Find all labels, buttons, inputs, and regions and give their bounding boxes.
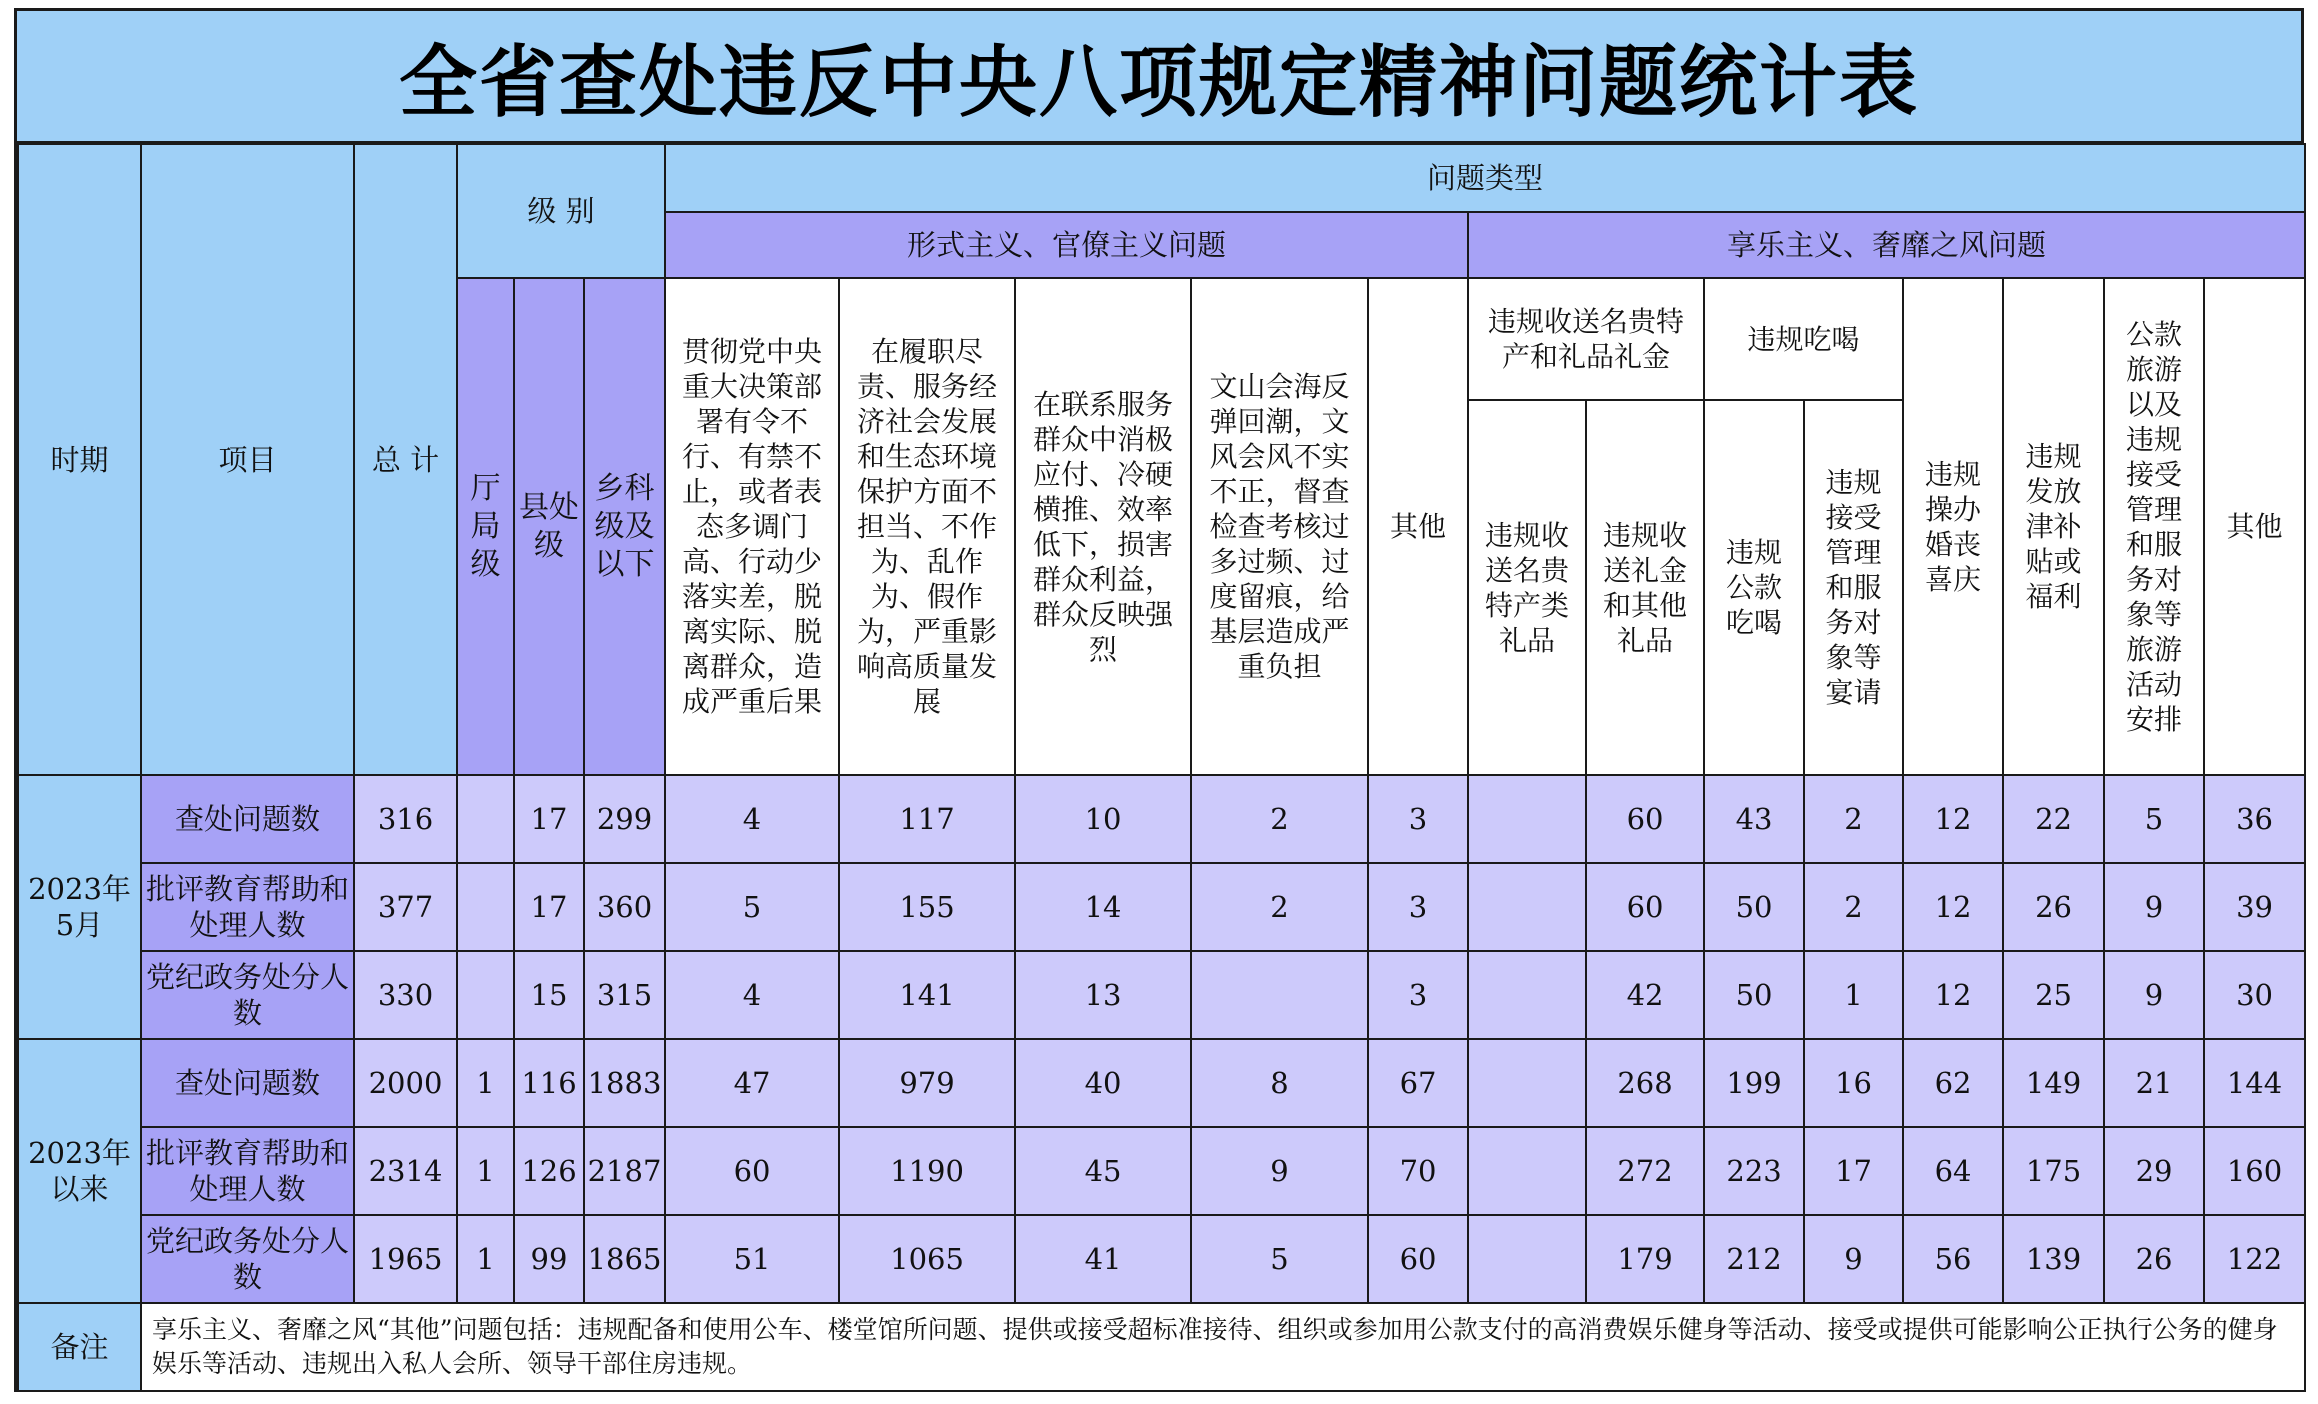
- cell-h4: 2: [1804, 863, 1903, 951]
- cell-f2: 117: [839, 775, 1015, 863]
- cell-f2: 1065: [839, 1215, 1015, 1303]
- cell-f4: 2: [1191, 863, 1368, 951]
- cell-xiang: 1865: [584, 1215, 665, 1303]
- cell-h1: [1468, 863, 1586, 951]
- cell-h5: 12: [1903, 775, 2003, 863]
- cell-ting: 1: [457, 1127, 514, 1215]
- cell-h6: 25: [2003, 951, 2104, 1039]
- cell-f5: 60: [1368, 1215, 1468, 1303]
- hedonism-col-1-header: 违规收送名贵特产类礼品: [1468, 400, 1586, 775]
- cell-h7: 29: [2104, 1127, 2204, 1215]
- row-item-label: 查处问题数: [141, 1039, 354, 1127]
- cell-f1: 5: [665, 863, 839, 951]
- cell-total: 377: [354, 863, 457, 951]
- total-header: 总 计: [354, 144, 457, 775]
- cell-ting: [457, 775, 514, 863]
- table-row: [18, 1215, 2305, 1303]
- cell-f4: 2: [1191, 775, 1368, 863]
- statistics-sheet: [14, 8, 2304, 1392]
- cell-h8: 30: [2204, 951, 2305, 1039]
- cell-xiang: 360: [584, 863, 665, 951]
- cell-h5: 12: [1903, 863, 2003, 951]
- gift-group-header: 违规收送名贵特产和礼品礼金: [1468, 278, 1704, 400]
- cell-xiang: 2187: [584, 1127, 665, 1215]
- cell-total: 330: [354, 951, 457, 1039]
- period-label: 2023年5月: [18, 775, 141, 1039]
- cell-f5: 3: [1368, 775, 1468, 863]
- hedonism-col-8-header: 其他: [2204, 278, 2305, 775]
- table-row: [18, 1039, 2305, 1127]
- note-label: 备注: [18, 1303, 141, 1391]
- cell-xian: 15: [514, 951, 584, 1039]
- formalism-header: 形式主义、官僚主义问题: [665, 212, 1468, 278]
- cell-ting: 1: [457, 1039, 514, 1127]
- cell-xian: 126: [514, 1127, 584, 1215]
- title-bar: [17, 11, 2301, 143]
- cell-f5: 3: [1368, 863, 1468, 951]
- statistics-table: [17, 143, 2306, 1392]
- cell-h2: 60: [1586, 775, 1704, 863]
- cell-xiang: 299: [584, 775, 665, 863]
- cell-h4: 16: [1804, 1039, 1903, 1127]
- period-header: 时期: [18, 144, 141, 775]
- cell-total: 2314: [354, 1127, 457, 1215]
- hedonism-col-7-header: 公款旅游以及违规接受管理和服务对象等旅游活动安排: [2104, 278, 2204, 775]
- cell-f1: 4: [665, 775, 839, 863]
- period-label: 2023年以来: [18, 1039, 141, 1303]
- cell-h3: 223: [1704, 1127, 1804, 1215]
- cell-f3: 14: [1015, 863, 1191, 951]
- row-item-label: 批评教育帮助和处理人数: [141, 1127, 354, 1215]
- cell-f4: 8: [1191, 1039, 1368, 1127]
- level-xiang-header: 乡科级及以下: [584, 278, 665, 775]
- level-ting-header: 厅局级: [457, 278, 514, 775]
- cell-h2: 179: [1586, 1215, 1704, 1303]
- cell-f3: 45: [1015, 1127, 1191, 1215]
- hedonism-col-4-header: 违规接受管理和服务对象等宴请: [1804, 400, 1903, 775]
- cell-h3: 50: [1704, 863, 1804, 951]
- cell-h8: 160: [2204, 1127, 2305, 1215]
- cell-h6: 175: [2003, 1127, 2104, 1215]
- cell-h2: 272: [1586, 1127, 1704, 1215]
- cell-h3: 50: [1704, 951, 1804, 1039]
- cell-h7: 5: [2104, 775, 2204, 863]
- row-item-label: 党纪政务处分人数: [141, 951, 354, 1039]
- hedonism-col-5-header: 违规操办婚丧喜庆: [1903, 278, 2003, 775]
- cell-f1: 51: [665, 1215, 839, 1303]
- meal-group-header: 违规吃喝: [1704, 278, 1903, 400]
- cell-h1: [1468, 1127, 1586, 1215]
- cell-h2: 60: [1586, 863, 1704, 951]
- row-item-label: 党纪政务处分人数: [141, 1215, 354, 1303]
- cell-h5: 12: [1903, 951, 2003, 1039]
- formalism-col-2-header: 在履职尽责、服务经济社会发展和生态环境保护方面不担当、不作为、乱作为、假作为，严重影响高质量发展: [839, 278, 1015, 775]
- cell-f5: 3: [1368, 951, 1468, 1039]
- cell-h7: 9: [2104, 863, 2204, 951]
- cell-f2: 141: [839, 951, 1015, 1039]
- cell-h5: 62: [1903, 1039, 2003, 1127]
- cell-h4: 1: [1804, 951, 1903, 1039]
- cell-f4: 9: [1191, 1127, 1368, 1215]
- cell-h4: 9: [1804, 1215, 1903, 1303]
- cell-f5: 67: [1368, 1039, 1468, 1127]
- cell-xian: 17: [514, 775, 584, 863]
- cell-ting: [457, 863, 514, 951]
- formalism-col-1-header: 贯彻党中央重大决策部署有令不行、有禁不止，或者表态多调门高、行动少落实差，脱离实际、脱离群众，造成严重后果: [665, 278, 839, 775]
- cell-total: 316: [354, 775, 457, 863]
- cell-f2: 1190: [839, 1127, 1015, 1215]
- cell-h1: [1468, 775, 1586, 863]
- cell-h6: 139: [2003, 1215, 2104, 1303]
- cell-h6: 149: [2003, 1039, 2104, 1127]
- problem-type-header: 问题类型: [665, 144, 2305, 212]
- cell-f4: [1191, 951, 1368, 1039]
- cell-f3: 41: [1015, 1215, 1191, 1303]
- cell-h4: 17: [1804, 1127, 1903, 1215]
- cell-h8: 144: [2204, 1039, 2305, 1127]
- cell-h5: 56: [1903, 1215, 2003, 1303]
- table-row: [18, 951, 2305, 1039]
- cell-f1: 47: [665, 1039, 839, 1127]
- note-text: 享乐主义、奢靡之风“其他”问题包括：违规配备和使用公车、楼堂馆所问题、提供或接受超标准接待、组织或参加用公款支付的高消费娱乐健身等活动、接受或提供可能影响公正执行公务的健身娱乐等活动、违规出入私人会所、领导干部住房违规。: [141, 1303, 2305, 1391]
- page-title: 全省查处违反中央八项规定精神问题统计表: [398, 38, 1919, 128]
- cell-f1: 60: [665, 1127, 839, 1215]
- cell-h1: [1468, 951, 1586, 1039]
- cell-f2: 979: [839, 1039, 1015, 1127]
- cell-total: 2000: [354, 1039, 457, 1127]
- cell-h3: 43: [1704, 775, 1804, 863]
- row-item-label: 查处问题数: [141, 775, 354, 863]
- cell-h4: 2: [1804, 775, 1903, 863]
- cell-f2: 155: [839, 863, 1015, 951]
- cell-xian: 116: [514, 1039, 584, 1127]
- cell-f3: 10: [1015, 775, 1191, 863]
- cell-h1: [1468, 1215, 1586, 1303]
- cell-f3: 13: [1015, 951, 1191, 1039]
- table-row: [18, 1127, 2305, 1215]
- cell-h3: 199: [1704, 1039, 1804, 1127]
- cell-xiang: 315: [584, 951, 665, 1039]
- level-xian-header: 县处级: [514, 278, 584, 775]
- cell-h7: 9: [2104, 951, 2204, 1039]
- hedonism-col-3-header: 违规公款吃喝: [1704, 400, 1804, 775]
- cell-f3: 40: [1015, 1039, 1191, 1127]
- cell-total: 1965: [354, 1215, 457, 1303]
- cell-h7: 26: [2104, 1215, 2204, 1303]
- cell-xiang: 1883: [584, 1039, 665, 1127]
- item-header: 项目: [141, 144, 354, 775]
- cell-xian: 17: [514, 863, 584, 951]
- cell-h6: 22: [2003, 775, 2104, 863]
- cell-ting: [457, 951, 514, 1039]
- row-item-label: 批评教育帮助和处理人数: [141, 863, 354, 951]
- cell-h6: 26: [2003, 863, 2104, 951]
- formalism-col-4-header: 文山会海反弹回潮，文风会风不实不正，督查检查考核过多过频、过度留痕，给基层造成严重负担: [1191, 278, 1368, 775]
- cell-h8: 39: [2204, 863, 2305, 951]
- level-header: 级 别: [457, 144, 665, 278]
- cell-h2: 42: [1586, 951, 1704, 1039]
- cell-ting: 1: [457, 1215, 514, 1303]
- table-row: [18, 863, 2305, 951]
- cell-xian: 99: [514, 1215, 584, 1303]
- cell-f4: 5: [1191, 1215, 1368, 1303]
- cell-h8: 122: [2204, 1215, 2305, 1303]
- cell-f5: 70: [1368, 1127, 1468, 1215]
- cell-h5: 64: [1903, 1127, 2003, 1215]
- cell-h1: [1468, 1039, 1586, 1127]
- formalism-col-3-header: 在联系服务群众中消极应付、冷硬横推、效率低下，损害群众利益，群众反映强烈: [1015, 278, 1191, 775]
- hedonism-header: 享乐主义、奢靡之风问题: [1468, 212, 2305, 278]
- hedonism-col-6-header: 违规发放津补贴或福利: [2003, 278, 2104, 775]
- cell-h2: 268: [1586, 1039, 1704, 1127]
- formalism-col-5-header: 其他: [1368, 278, 1468, 775]
- hedonism-col-2-header: 违规收送礼金和其他礼品: [1586, 400, 1704, 775]
- cell-h8: 36: [2204, 775, 2305, 863]
- table-row: [18, 775, 2305, 863]
- cell-h3: 212: [1704, 1215, 1804, 1303]
- cell-f1: 4: [665, 951, 839, 1039]
- cell-h7: 21: [2104, 1039, 2204, 1127]
